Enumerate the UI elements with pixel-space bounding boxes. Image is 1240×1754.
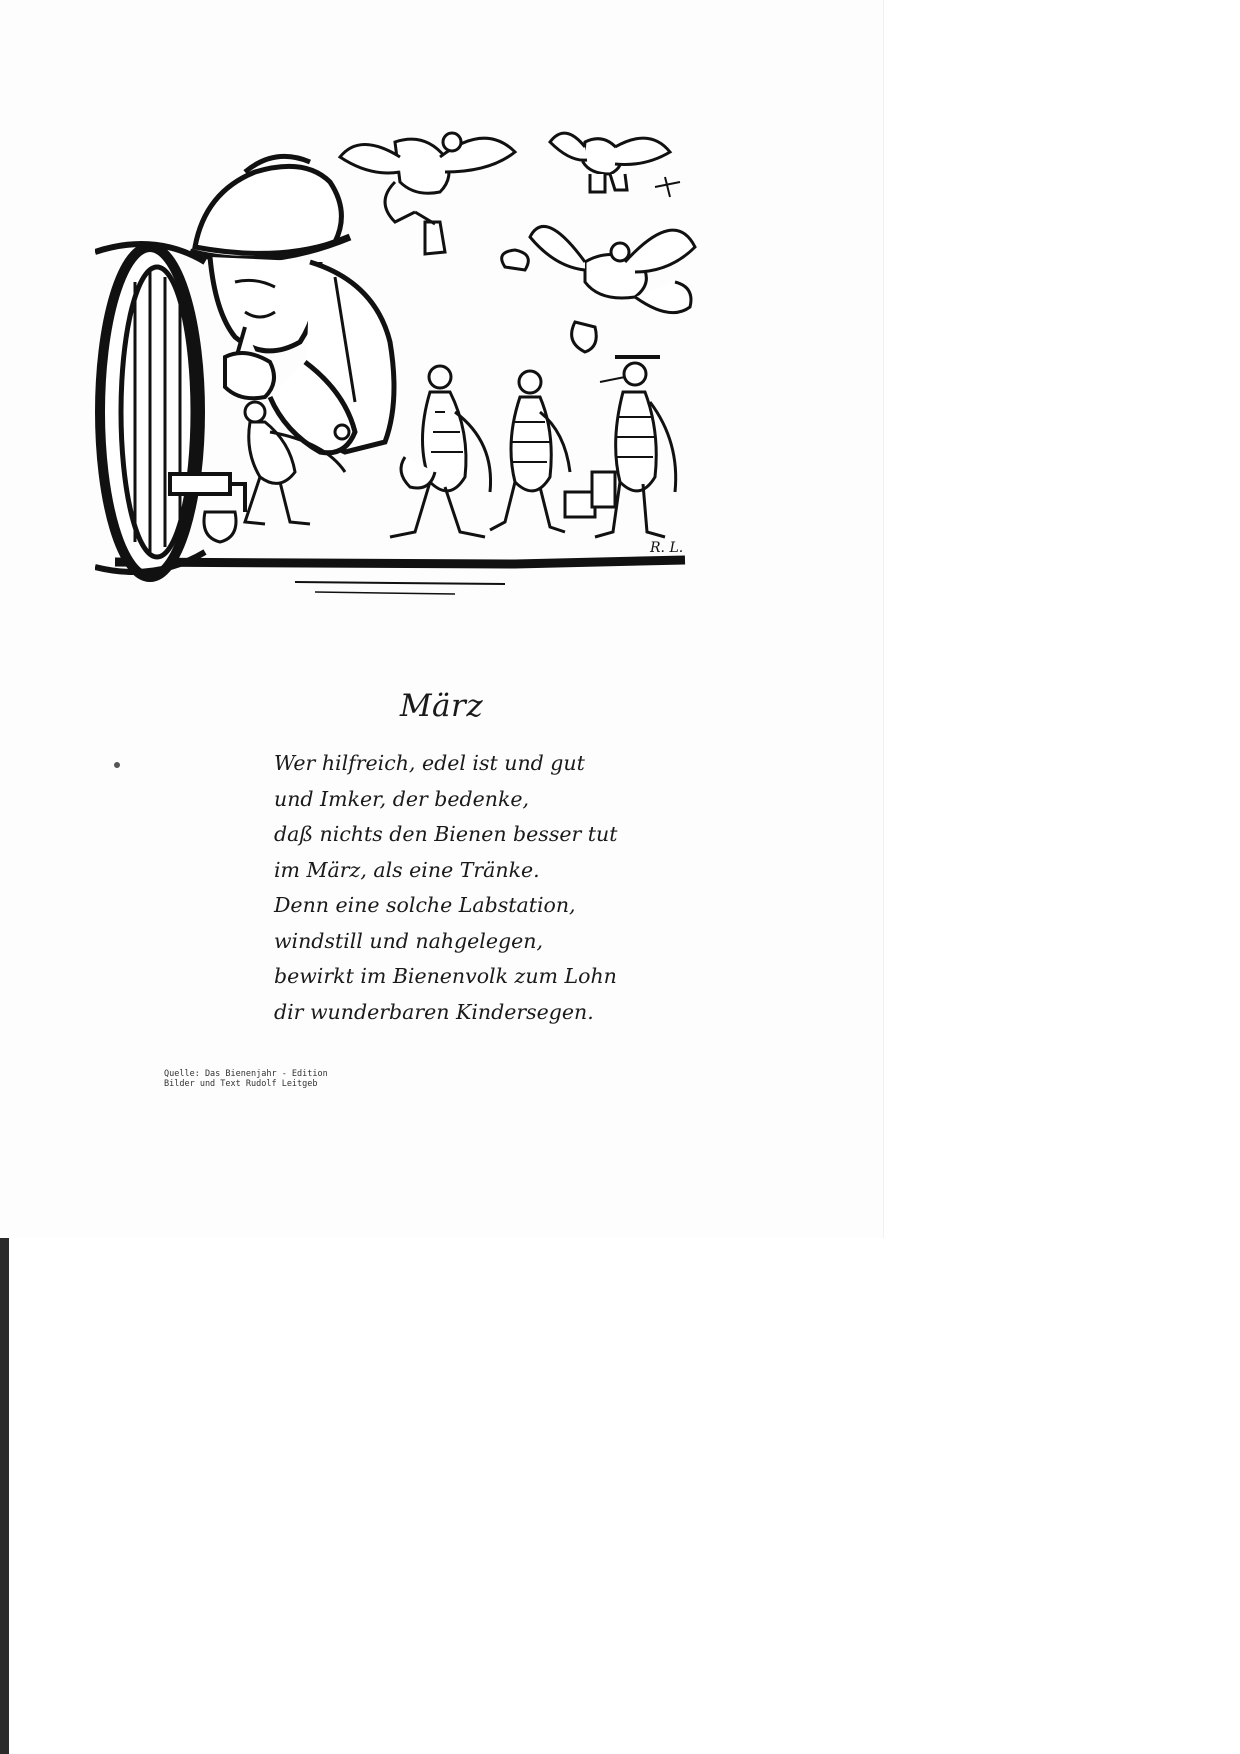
poem-line: windstill und nahgelegen,	[274, 928, 543, 953]
scan-speck	[114, 762, 120, 768]
poem-line: bewirkt im Bienenvolk zum Lohn	[274, 964, 617, 988]
illustration-signature: R. L.	[650, 540, 684, 556]
scan-edge-shadow	[0, 1238, 9, 1754]
ground-line	[115, 560, 685, 594]
page-title: März	[399, 688, 484, 724]
poem-line: und Imker, der bedenke,	[274, 786, 530, 811]
source-line-2: Bilder und Text Rudolf Leitgeb	[164, 1079, 318, 1089]
beekeeper-barrel-illustration	[95, 112, 785, 602]
poem-line: Denn eine solche Labstation,	[274, 893, 576, 917]
source-line-1: Quelle: Das Bienenjahr - Edition	[164, 1069, 328, 1079]
illustration-drawing	[95, 112, 785, 602]
poem-line: dir wunderbaren Kindersegen.	[274, 999, 594, 1024]
standing-bees	[390, 357, 676, 537]
poem-line: im März, als eine Tränke.	[274, 857, 540, 882]
beekeeper-figure	[190, 156, 394, 452]
source-credit	[164, 1069, 328, 1089]
poem-line: daß nichts den Bienen besser tut	[274, 822, 618, 846]
flying-bees	[340, 133, 695, 352]
poem-line: Wer hilfreich, edel ist und gut	[274, 751, 585, 775]
poem	[274, 746, 617, 1030]
